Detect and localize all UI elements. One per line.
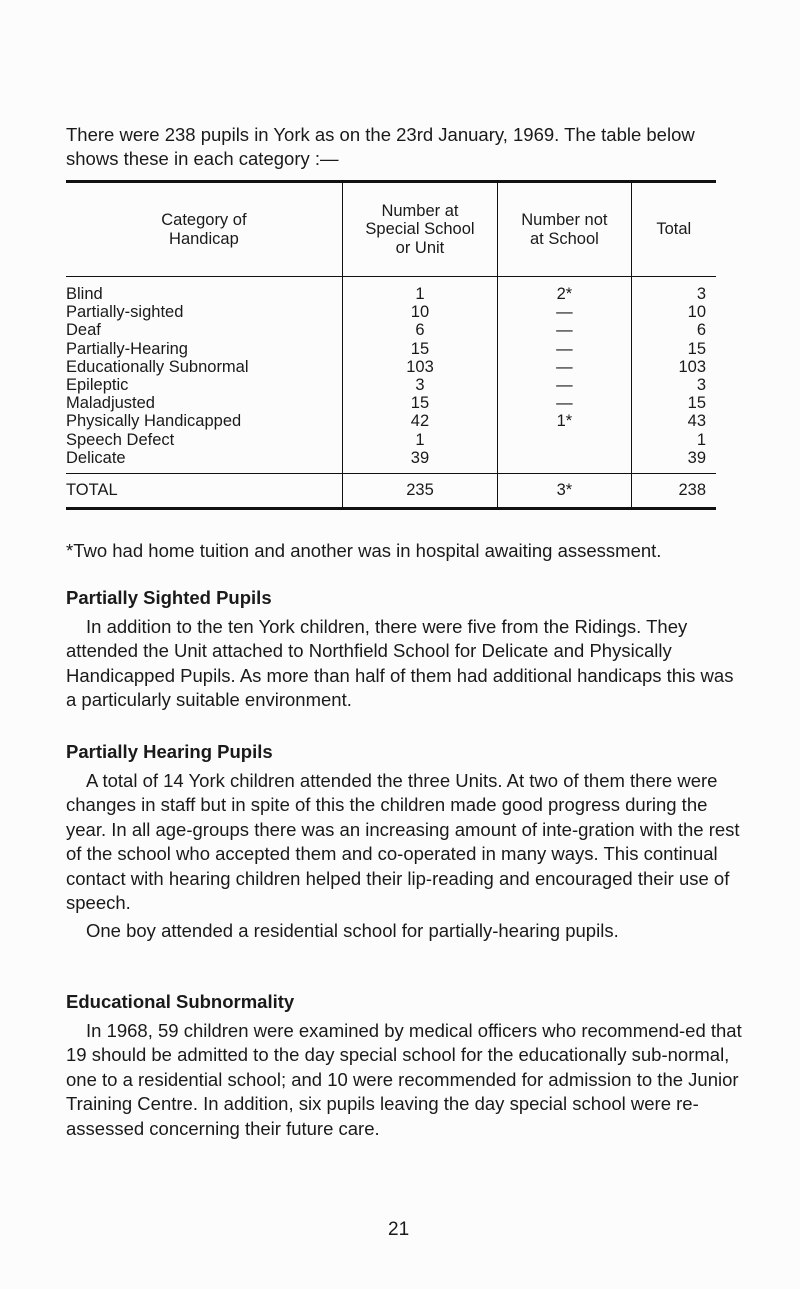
- table-cell-category: Partially-Hearing: [66, 339, 188, 358]
- table-cell-category: Epileptic: [66, 375, 129, 394]
- table-cell-special: 103: [406, 357, 434, 376]
- total-not-at-school: 3*: [498, 473, 631, 508]
- table-cell-special: 15: [410, 394, 430, 413]
- table-cell-category: Delicate: [66, 448, 126, 467]
- table-cell-not-at-school: —: [556, 303, 573, 322]
- section-partially-hearing: [66, 740, 746, 943]
- total-label: TOTAL: [66, 473, 342, 508]
- table-cell-not-at-school: —: [556, 394, 573, 413]
- intro-paragraph: There were 238 pupils in York as on the 23rd January, 1969. The table below shows these in each category :—: [66, 124, 695, 169]
- table-cell-special: 1: [415, 285, 425, 303]
- header-special-school: Number at Special School or Unit: [342, 182, 497, 277]
- total-special: 235: [342, 473, 497, 508]
- table-cell-total: 6: [696, 321, 706, 340]
- section-paragraph: One boy attended a residential school for partially-hearing pupils.: [86, 919, 619, 941]
- table-cell-total: 103: [678, 357, 706, 376]
- table-cell-total: 15: [687, 339, 706, 358]
- table-cell-total: 10: [687, 303, 706, 322]
- header-not-at-school: Number not at School: [498, 182, 631, 277]
- table-cell-total: 15: [687, 394, 706, 413]
- total-total: 238: [631, 473, 716, 508]
- page-number: 21: [388, 1219, 410, 1240]
- table-header-row: [66, 182, 716, 277]
- table-cell-category: Educationally Subnormal: [66, 357, 249, 376]
- category-column: [66, 277, 342, 474]
- special-school-column: [342, 277, 497, 474]
- section-paragraph: In 1968, 59 children were examined by medical officers who recommend-ed that 19 should be admitted to the day special school for the educationally sub-normal, one to a residential school; and 10 were recommended for admission to the Junior Training Centre. In addition, six pupils leaving the day special school were re-assessed concerning their future care.: [66, 1019, 742, 1139]
- table-body-row: [66, 277, 716, 474]
- table-cell-category: Speech Defect: [66, 430, 175, 449]
- table-cell-total: 39: [687, 448, 706, 467]
- table-cell-special: 42: [410, 412, 430, 431]
- handicap-table: [66, 180, 716, 510]
- header-total: Total: [631, 182, 716, 277]
- section-heading: Partially Hearing Pupils: [66, 741, 273, 762]
- table-cell-total: 43: [687, 412, 706, 431]
- section-educational-subnormality: [66, 990, 746, 1141]
- table-cell-not-at-school: 1*: [556, 412, 573, 431]
- total-column: [631, 277, 716, 474]
- table-cell-not-at-school: [498, 449, 630, 467]
- header-category: Category of Handicap: [66, 182, 342, 277]
- section-heading: Partially Sighted Pupils: [66, 587, 272, 608]
- table-cell-not-at-school: 2*: [556, 285, 573, 303]
- table-cell-not-at-school: —: [556, 375, 573, 394]
- section-heading: Educational Subnormality: [66, 991, 295, 1012]
- table-cell-special: 10: [410, 303, 430, 322]
- table-cell-total: 3: [696, 285, 706, 303]
- table-cell-special: 1: [415, 430, 425, 449]
- table-cell-category: Blind: [66, 285, 103, 303]
- section-paragraph: A total of 14 York children attended the three Units. At two of them there were changes in staff but in spite of this the children made good progress during the year. In all age-groups there was an increasing amount of inte-gration with the rest of the school who accepted them and co-operated in many ways. This continual contact with hearing children helped their lip-reading and encouraged their use of speech.: [66, 769, 740, 913]
- table-cell-special: 3: [415, 375, 425, 394]
- section-paragraph: In addition to the ten York children, there were five from the Ridings. They attended the Unit attached to Northfield School for Delicate and Physically Handicapped Pupils. As more than half of them had additional handicaps this was a particularly suitable environment.: [66, 615, 734, 710]
- table-cell-category: Partially-sighted: [66, 303, 184, 322]
- table-cell-category: Maladjusted: [66, 394, 155, 413]
- table-cell-special: 39: [410, 448, 430, 467]
- table-cell-not-at-school: —: [556, 339, 573, 358]
- table-cell-not-at-school: [498, 431, 630, 449]
- table-cell-category: Deaf: [66, 321, 101, 340]
- table-cell-total: 1: [696, 430, 706, 449]
- table-cell-special: 6: [415, 321, 425, 340]
- table-footnote: *Two had home tuition and another was in hospital awaiting assessment.: [66, 540, 662, 561]
- not-at-school-column: [498, 277, 631, 474]
- section-partially-sighted: [66, 586, 746, 713]
- table-cell-total: 3: [696, 375, 706, 394]
- table-total-row: [66, 473, 716, 508]
- table-cell-not-at-school: —: [556, 357, 573, 376]
- table-cell-category: Physically Handicapped: [66, 412, 242, 431]
- table-cell-special: 15: [410, 339, 430, 358]
- table-cell-not-at-school: —: [556, 321, 573, 340]
